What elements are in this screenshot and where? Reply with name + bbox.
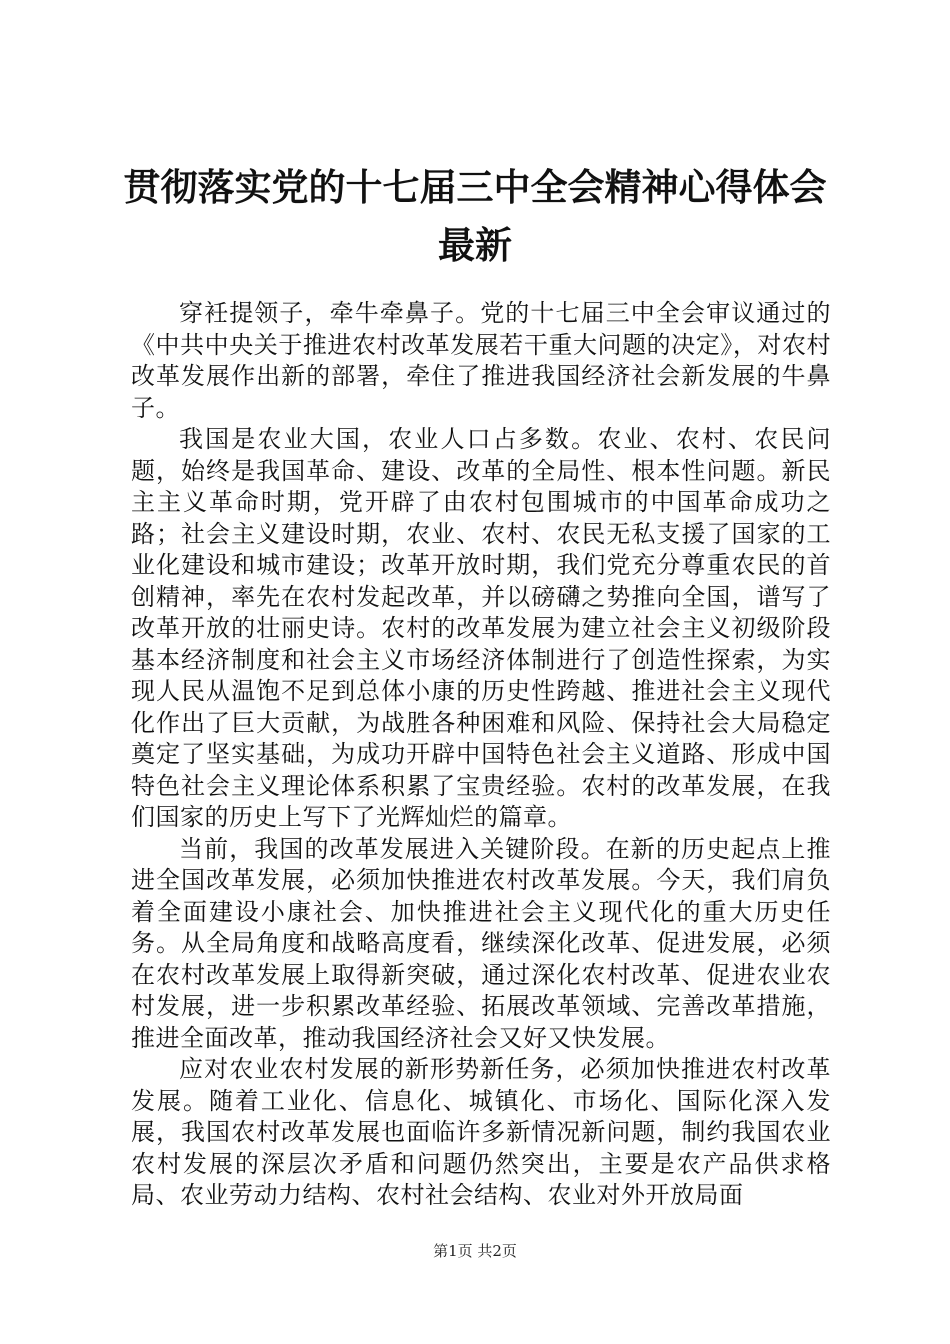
document-body	[131, 298, 831, 1212]
page-number-footer: 第1页 共2页	[433, 1242, 517, 1260]
paragraph-2: 我国是农业大国，农业人口占多数。农业、农村、农民问题，始终是我国革命、建设、改革的全局性、根本性问题。新民主主义革命时期，党开辟了由农村包围城市的中国革命成功之路；社会主义建设时期，农业、农村、农民无私支援了国家的工业化建设和城市建设；改革开放时期，我们党充分尊重农民的首创精神，率先在农村发起改革，并以磅礴之势推向全国，谱写了改革开放的壮丽史诗。农村的改革发展为建立社会主义初级阶段基本经济制度和社会主义市场经济体制进行了创造性探索，为实现人民从温饱不足到总体小康的历史性跨越、推进社会主义现代化作出了巨大贡献，为战胜各种困难和风险、保持社会大局稳定奠定了坚实基础，为成功开辟中国特色社会主义道路、形成中国特色社会主义理论体系积累了宝贵经验。农村的改革发展，在我们国家的历史上写下了光辉灿烂的篇章。	[131, 425, 831, 831]
paragraph-1: 穿衽提领子，牵牛牵鼻子。党的十七届三中全会审议通过的《中共中央关于推进农村改革发展若干重大问题的决定》，对农村改革发展作出新的部署，牵住了推进我国经济社会新发展的牛鼻子。	[131, 299, 831, 422]
paragraph-4: 应对农业农村发展的新形势新任务，必须加快推进农村改革发展。随着工业化、信息化、城镇化、市场化、国际化深入发展，我国农村改革发展也面临许多新情况新问题，制约我国农业农村发展的深层次矛盾和问题仍然突出，主要是农产品供求格局、农业劳动力结构、农村社会结构、农业对外开放局面	[131, 1055, 831, 1209]
document-title: 贯彻落实党的十七届三中全会精神心得体会最新	[123, 165, 827, 267]
paragraph-3: 当前，我国的改革发展进入关键阶段。在新的历史起点上推进全国改革发展，必须加快推进农村改革发展。今天，我们肩负着全面建设小康社会、加快推进社会主义现代化的重大历史任务。从全局角度和战略高度看，继续深化改革、促进发展，必须在农村改革发展上取得新突破，通过深化农村改革、促进农业农村发展，进一步积累改革经验、拓展改革领域、完善改革措施，推进全面改革，推动我国经济社会又好又快发展。	[131, 834, 831, 1052]
